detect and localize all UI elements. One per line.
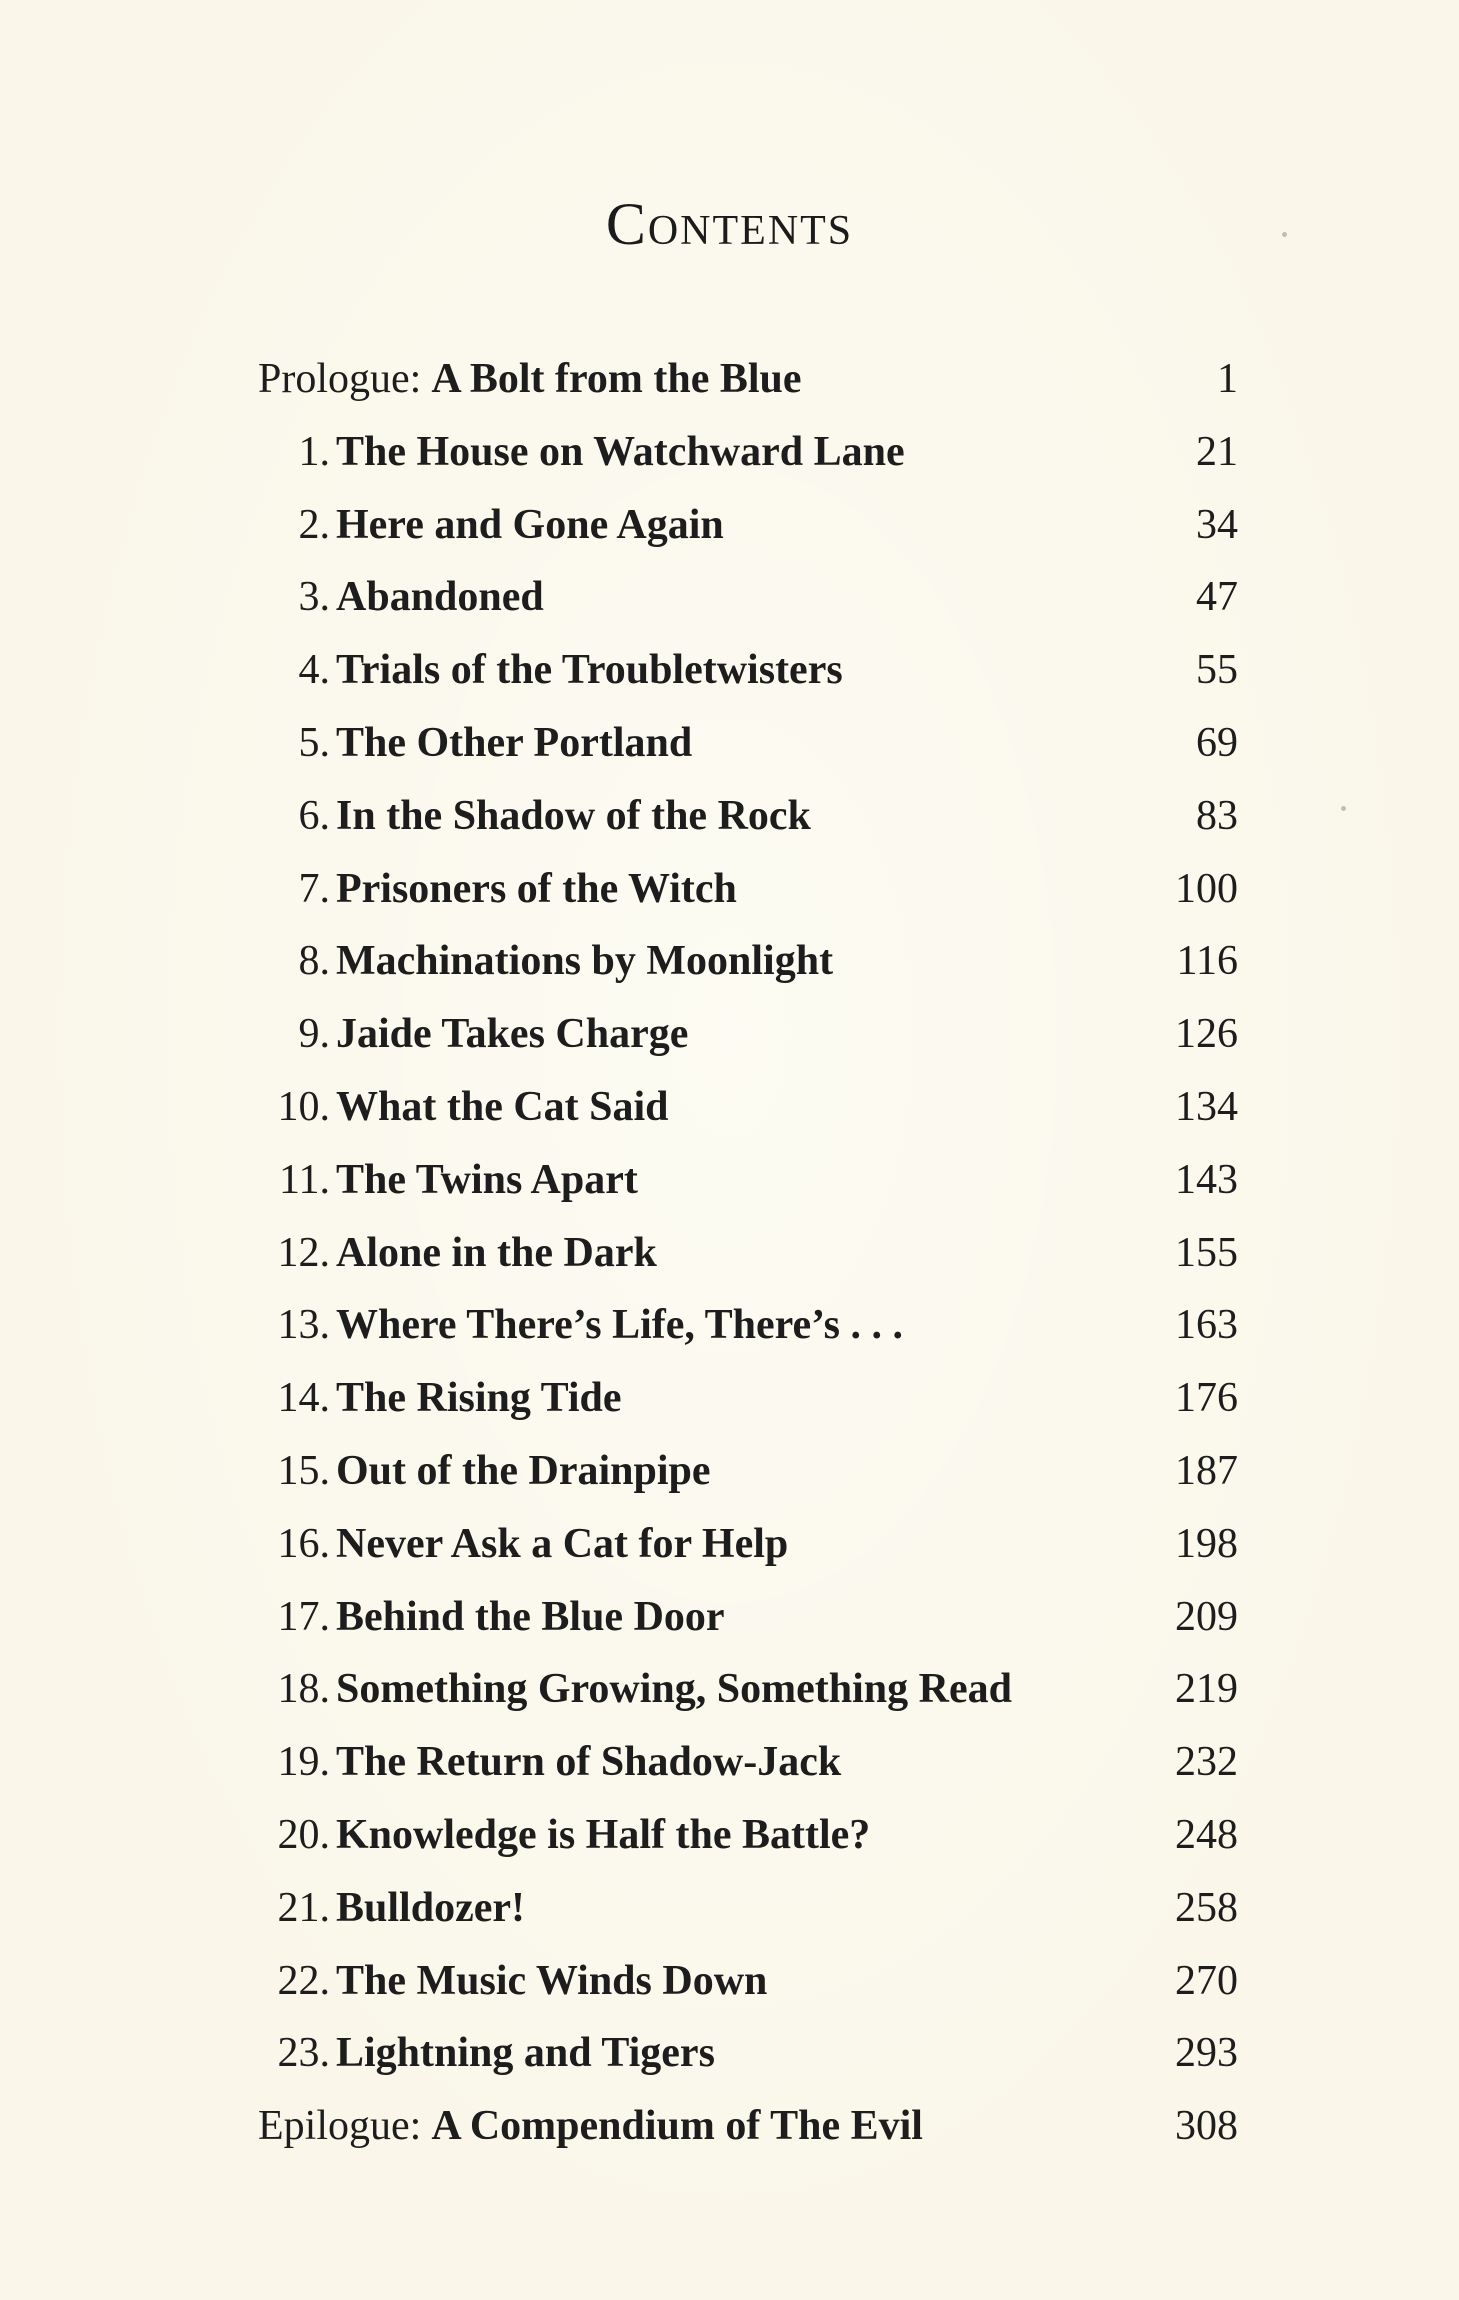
chapter-number: 3. [298,574,330,621]
toc-entry [258,998,1238,1071]
chapter-number: 11. [279,1156,330,1203]
page-number: 155 [1175,1229,1238,1276]
chapter-title: Out of the Drainpipe [336,1447,711,1494]
page-number: 176 [1175,1375,1238,1422]
page-number: 116 [1176,938,1238,985]
toc-entry [258,1362,1238,1435]
chapter-number: 8. [298,938,330,985]
page-number: 126 [1175,1011,1238,1058]
table-of-contents [258,343,1238,2163]
chapter-title: Bulldozer! [336,1884,525,1931]
chapter-number: 20. [277,1811,330,1858]
chapter-title: Where There’s Life, There’s . . . [336,1302,903,1349]
chapter-title: Lightning and Tigers [336,2030,715,2077]
page-number: 232 [1175,1739,1238,1786]
chapter-number: 22. [277,1957,330,2004]
chapter-number: 2. [298,501,330,548]
chapter-title: The Twins Apart [336,1156,638,1203]
toc-entry [258,780,1238,853]
chapter-title: A Bolt from the Blue [431,356,802,402]
chapter-title: Trials of the Troubletwisters [336,647,843,694]
page-number: 134 [1175,1083,1238,1130]
page-number: 55 [1196,647,1238,694]
chapter-number: 4. [298,647,330,694]
chapter-number: 13. [277,1302,330,1349]
toc-entry [258,707,1238,780]
toc-entry [258,1508,1238,1581]
page-number: 293 [1175,2030,1238,2077]
page-number: 69 [1196,719,1238,766]
page-number: 100 [1175,865,1238,912]
chapter-title: Prisoners of the Witch [336,865,737,912]
page-number: 219 [1175,1666,1238,1713]
paper-speck [1282,232,1287,237]
chapter-number: 19. [277,1739,330,1786]
page-number: 1 [1217,356,1238,402]
chapter-title: Something Growing, Something Read [336,1666,1012,1713]
page-number: 248 [1175,1811,1238,1858]
toc-entry [258,416,1238,489]
chapter-number: 17. [277,1593,330,1640]
chapter-title: Never Ask a Cat for Help [336,1520,789,1567]
chapter-title: The Music Winds Down [336,1957,768,2004]
toc-entry [258,1872,1238,1945]
toc-entry [258,1435,1238,1508]
page-number: 47 [1196,574,1238,621]
toc-entry [258,1945,1238,2018]
chapter-title: Abandoned [336,574,544,621]
toc-entry [258,634,1238,707]
page-number: 258 [1175,1884,1238,1931]
entry-prefix: Epilogue: [258,2103,422,2150]
toc-entry [258,853,1238,926]
toc-entry [258,2017,1238,2090]
chapter-number: 15. [277,1447,330,1494]
chapter-title: The Return of Shadow-Jack [336,1739,842,1786]
entry-prefix: Prologue: [258,356,422,402]
chapter-number: 1. [298,428,330,475]
page-number: 308 [1175,2103,1238,2150]
page-number: 143 [1175,1156,1238,1203]
chapter-number: 9. [298,1011,330,1058]
chapter-number: 7. [298,865,330,912]
page-number: 270 [1175,1957,1238,2004]
chapter-title: What the Cat Said [336,1083,669,1130]
toc-entry [258,489,1238,562]
page-number: 34 [1196,501,1238,548]
chapter-number: 10. [277,1083,330,1130]
chapter-title: The Other Portland [336,719,693,766]
chapter-number: 23. [277,2030,330,2077]
toc-entry [258,1144,1238,1217]
page-title: Contents [605,191,854,257]
chapter-number: 12. [277,1229,330,1276]
toc-entry [258,561,1238,634]
toc-entry [258,1799,1238,1872]
toc-entry [258,925,1238,998]
page-number: 187 [1175,1447,1238,1494]
chapter-title: Jaide Takes Charge [336,1011,689,1058]
page-number: 209 [1175,1593,1238,1640]
chapter-title: The Rising Tide [336,1375,622,1422]
toc-entry [258,2090,1238,2163]
page-number: 83 [1196,792,1238,839]
chapter-title: Alone in the Dark [336,1229,657,1276]
page-number: 21 [1196,428,1238,475]
chapter-number: 6. [298,792,330,839]
paper-speck [1341,806,1346,811]
chapter-title: Knowledge is Half the Battle? [336,1811,871,1858]
page-number: 198 [1175,1520,1238,1567]
toc-entry [258,1289,1238,1362]
toc-entry [258,343,1238,416]
toc-entry [258,1581,1238,1654]
toc-entry [258,1071,1238,1144]
chapter-number: 18. [277,1666,330,1713]
chapter-title: A Compendium of The Evil [431,2103,923,2150]
toc-entry [258,1653,1238,1726]
toc-entry [258,1726,1238,1799]
chapter-number: 21. [277,1884,330,1931]
chapter-number: 14. [277,1375,330,1422]
chapter-title: The House on Watchward Lane [336,428,905,475]
toc-entry [258,1217,1238,1290]
chapter-title: In the Shadow of the Rock [336,792,811,839]
page-number: 163 [1175,1302,1238,1349]
chapter-title: Here and Gone Again [336,501,724,548]
chapter-number: 16. [277,1520,330,1567]
chapter-title: Behind the Blue Door [336,1593,725,1640]
chapter-title: Machinations by Moonlight [336,938,834,985]
chapter-number: 5. [298,719,330,766]
